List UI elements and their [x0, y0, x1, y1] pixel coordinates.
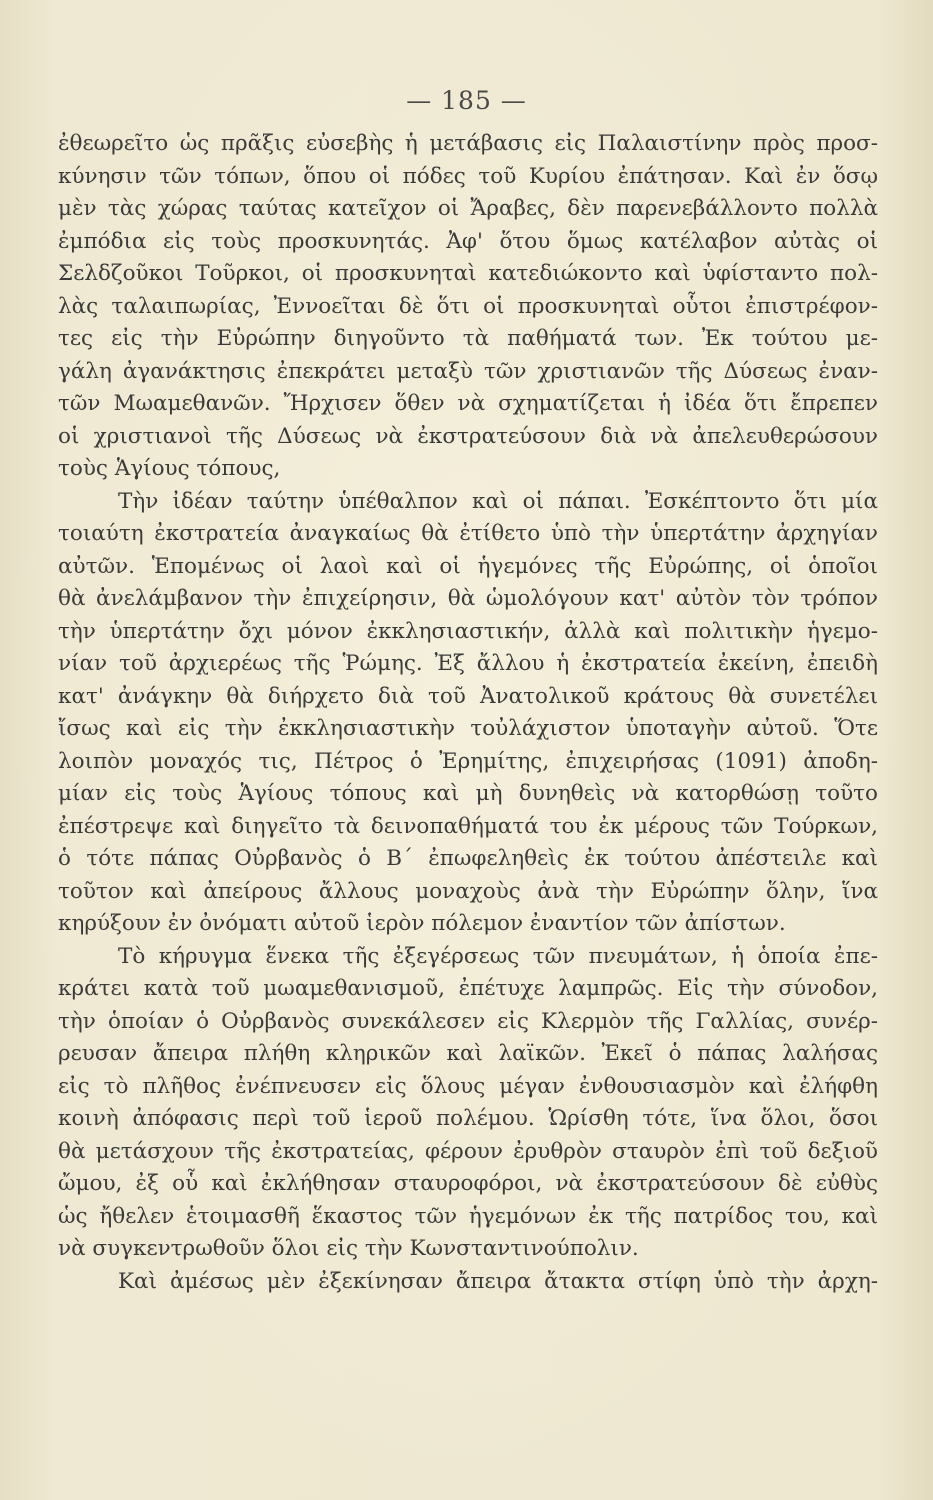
text-line: κύνησιν τῶν τόπων, ὅπου οἱ πόδες τοῦ Κυρίου ἐπάτησαν. Καὶ ἐν ὅσῳ [58, 163, 878, 189]
text-line: κατ' ἀνάγκην θὰ διήρχετο διὰ τοῦ Ἀνατολικοῦ κράτους θὰ συνετέλει [58, 683, 878, 709]
text-line: εἰς τὸ πλῆθος ἐνέπνευσεν εἰς ὅλους μέγαν ἐνθουσιασμὸν καὶ ἐλήφθη [58, 1073, 878, 1099]
text-line: κράτει κατὰ τοῦ μωαμεθανισμοῦ, ἐπέτυχε λαμπρῶς. Εἰς τὴν σύνοδον, [58, 976, 878, 1001]
text-line: τὴν ὑπερτάτην ὄχι μόνον ἐκκλησιαστικήν, ἀλλὰ καὶ πολιτικὴν ἡγεμο- [58, 618, 878, 644]
text-line: τοιαύτη ἐκστρατεία ἀναγκαίως θὰ ἐτίθετο ὑπὸ τὴν ὑπερτάτην ἀρχηγίαν [58, 521, 878, 546]
text-line: μὲν τὰς χώρας ταύτας κατεῖχον οἱ Ἄραβες, δὲν παρενεβάλλοντο πολλὰ [58, 196, 878, 221]
text-line: τὴν ὁποίαν ὁ Οὐρβανὸς συνεκάλεσεν εἰς Κλερμὸν τῆς Γαλλίας, συνέρ- [58, 1008, 878, 1034]
text-line: τοῦτον καὶ ἀπείρους ἄλλους μοναχοὺς ἀνὰ τὴν Εὐρώπην ὅλην, ἵνα [58, 878, 878, 904]
text-line: νίαν τοῦ ἀρχιερέως τῆς Ῥώμης. Ἐξ ἄλλου ἡ ἐκστρατεία ἐκείνη, ἐπειδὴ [58, 651, 878, 676]
text-line: μίαν εἰς τοὺς Ἁγίους τόπους καὶ μὴ δυνηθεὶς νὰ κατορθώσῃ τοῦτο [58, 781, 878, 806]
text-line: ἐπέστρεψε καὶ διηγεῖτο τὰ δεινοπαθήματά του ἐκ μέρους τῶν Τούρκων, [58, 813, 878, 839]
text-line: ρευσαν ἄπειρα πλήθη κληρικῶν καὶ λαϊκῶν. Ἐκεῖ ὁ πάπας λαλήσας [58, 1041, 878, 1066]
text-line: Τὸ κήρυγμα ἕνεκα τῆς ἐξεγέρσεως τῶν πνευμάτων, ἡ ὁποία ἐπε- [118, 943, 878, 969]
page-text [58, 128, 878, 1298]
text-line: θὰ μετάσχουν τῆς ἐκστρατείας, φέρουν ἐρυθρὸν σταυρὸν ἐπὶ τοῦ δεξιοῦ [58, 1138, 878, 1164]
text-line: Τὴν ἰδέαν ταύτην ὑπέθαλπον καὶ οἱ πάπαι. Ἐσκέπτοντο ὅτι μία [118, 488, 878, 514]
text-line: Σελδζοῦκοι Τοῦρκοι, οἱ προσκυνηταὶ κατεδιώκοντο καὶ ὑφίσταντο πολ- [58, 261, 878, 286]
text-line: τῶν Μωαμεθανῶν. Ἤρχισεν ὅθεν νὰ σχηματίζεται ἡ ἰδέα ὅτι ἔπρεπεν [58, 391, 878, 416]
text-line: τες εἰς τὴν Εὐρώπην διηγοῦντο τὰ παθήματά των. Ἐκ τούτου με- [58, 326, 878, 351]
text-line: ἴσως καὶ εἰς τὴν ἐκκλησιαστικὴν τοὐλάχιστον ὑποταγὴν αὐτοῦ. Ὅτε [58, 716, 878, 741]
text-line: νὰ συγκεντρωθοῦν ὅλοι εἰς τὴν Κωνσταντινούπολιν. [58, 1236, 639, 1261]
text-line: οἱ χριστιανοὶ τῆς Δύσεως νὰ ἐκστρατεύσουν διὰ νὰ ἀπελευθερώσουν [58, 423, 878, 449]
text-line: αὐτῶν. Ἑπομένως οἱ λαοὶ καὶ οἱ ἡγεμόνες τῆς Εὐρώπης, οἱ ὁποῖοι [58, 553, 878, 579]
text-line: ὡς ἤθελεν ἑτοιμασθῆ ἕκαστος τῶν ἡγεμόνων ἐκ τῆς πατρίδος του, καὶ [58, 1203, 878, 1229]
text-line: γάλη ἀγανάκτησις ἐπεκράτει μεταξὺ τῶν χριστιανῶν τῆς Δύσεως ἐναν- [58, 358, 878, 384]
text-line: Καὶ ἀμέσως μὲν ἐξεκίνησαν ἄπειρα ἄτακτα στίφη ὑπὸ τὴν ἀρχη- [118, 1268, 878, 1294]
text-line: ὤμου, ἐξ οὗ καὶ ἐκλήθησαν σταυροφόροι, νὰ ἐκστρατεύσουν δὲ εὐθὺς [58, 1171, 878, 1196]
text-line: κοινὴ ἀπόφασις περὶ τοῦ ἱεροῦ πολέμου. Ὡρίσθη τότε, ἵνα ὅλοι, ὅσοι [58, 1106, 878, 1131]
text-line: τοὺς Ἁγίους τόπους, [58, 456, 281, 481]
text-line: κηρύξουν ἐν ὀνόματι αὐτοῦ ἱερὸν πόλεμον ἐναντίον τῶν ἀπίστων. [58, 911, 786, 936]
text-line: ὁ τότε πάπας Οὐρβανὸς ὁ Β΄ ἐπωφεληθεὶς ἐκ τούτου ἀπέστειλε καὶ [58, 846, 878, 871]
text-line: λοιπὸν μοναχός τις, Πέτρος ὁ Ἐρημίτης, ἐπιχειρήσας (1091) ἀποδη- [58, 748, 878, 774]
text-line: θὰ ἀνελάμβανον τὴν ἐπιχείρησιν, θὰ ὡμολόγουν κατ' αὐτὸν τὸν τρόπον [58, 586, 878, 611]
text-line: λὰς ταλαιπωρίας, Ἐννοεῖται δὲ ὅτι οἱ προσκυνηταὶ οὗτοι ἐπιστρέφον- [58, 293, 878, 319]
page-number: — 185 — [406, 86, 527, 115]
text-line: ἐθεωρεῖτο ὡς πρᾶξις εὐσεβὴς ἡ μετάβασις εἰς Παλαιστίνην πρὸς προσ- [58, 131, 878, 156]
text-line: ἐμπόδια εἰς τοὺς προσκυνητάς. Ἀφ' ὅτου ὅμως κατέλαβον αὐτὰς οἱ [58, 228, 878, 254]
